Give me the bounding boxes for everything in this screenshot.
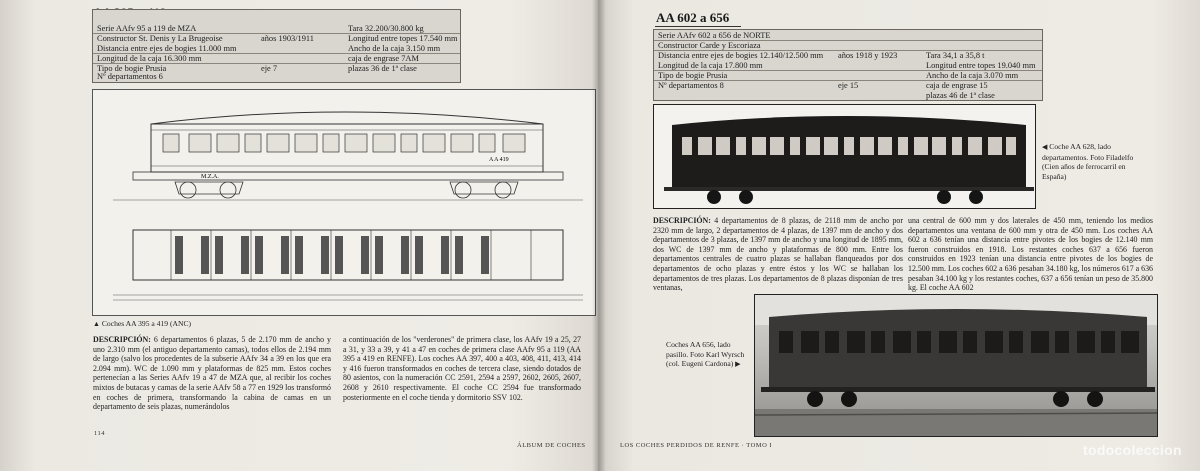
title-underline (655, 26, 741, 27)
photo-aa628-svg (654, 105, 1035, 208)
drawing-car-label: A A 419 (489, 157, 509, 163)
spec-caja-engrase: caja de engrase 15 (926, 81, 988, 90)
spec-anos: años 1903/1911 (261, 34, 314, 43)
spec-divider (93, 53, 460, 54)
photo2-caption-text: Coches AA 656, lado pasillo. Foto Karl Wyrsch (col. Eugeni Cardona) (666, 340, 745, 368)
spec-tipo-bogie: Tipo de bogie Prusia (97, 64, 167, 73)
photo1-caption (1042, 142, 1142, 181)
spec-divider (93, 63, 460, 64)
spec-constructor: Constructor St. Denis y La Brugeoise (97, 34, 223, 43)
book-spine-shadow (592, 0, 606, 471)
watermark-logo: todocoleccion (1083, 442, 1182, 458)
spec-tara: Tara 32.200/30.800 kg (348, 24, 424, 33)
spec-eje: eje 7 (261, 64, 278, 73)
photo-aa656-svg (755, 295, 1157, 436)
spec-serie: Serie AAfv 95 a 119 de MZA (97, 24, 197, 33)
right-page (598, 0, 1200, 471)
photo1-caption-text: Coche AA 628, lado departamentos. Foto Filadelfo (Cien años de ferrocarril en España) (1042, 142, 1134, 181)
spec-ancho: Ancho de la caja 3.150 mm (348, 44, 441, 53)
spec-departamentos: Nº departamentos 8 (658, 81, 724, 90)
left-page (0, 0, 598, 471)
running-footer: ÁLBUM DE COCHES (517, 442, 586, 449)
drawing-caption-text: Coches AA 395 a 419 (ANC) (101, 319, 192, 328)
spec-serie: Serie AAfv 602 a 656 de NORTE (658, 31, 771, 40)
spec-divider (654, 40, 1042, 41)
description-left-col2: a continuación de los "verderones" de primera clase, los AAfv 19 a 25, 27 a 31, y 33 a 39, y 41 a 47 en coches de primera clase AAfv 95 a 119 (AA 395 a 419 en RENFE). Los coches AA 397, 400 a 403, 408, 411, 413, 414 y 416 fueron transformados en coches de tercera clase, siendo dotados de 80 asientos, con la numeración CC 2591, 2594 a 2597, 2602, 2605, 2607, 2608 y 2610 respectivamente. El coche CC 2594 fue transformado posteriormente en el coche tienda y dormitorio SSV 102. (343, 335, 581, 402)
caption-arrow-icon: ▲ (93, 320, 100, 328)
description-right-col1 (653, 216, 903, 293)
description-text: 4 departamentos de 8 plazas, de 2118 mm de ancho por 2320 mm de largo, 2 departamentos de 4 plazas, de 1397 mm de ancho y dos departamentos de 3 plazas, de 1397 mm de ancho y una longitud de 1895 mm, dos WC de 1397 mm de ancho y plataformas de 800 mm. Entre los departamentos centrales de cuatro plazas se hallaban flanqueados por dos departamentos de ocho plazas y entre éstos y los WC se hallaban los departamentos de tres plazas. Los departamentos de 8 plazas disponían de tres ventanas, (653, 216, 903, 293)
spec-plazas: plazas 36 de 1ª clase (348, 64, 417, 73)
spec-caja-engrase: caja de engrase 7AM (348, 54, 419, 63)
spec-longitud-topes: Longitud entre topes 19.040 mm (926, 61, 1036, 70)
description-left-col1 (93, 335, 331, 412)
description-right-col2: una central de 600 mm y dos laterales de 450 mm, teniendo los medios departamentos una ventana de 600 mm y otra de 450 mm. Los coches AA 602 a 636 tenían una distancia entre pivotes de los bogies de 12.140 mm fueron construidos en 1918. Los restantes coches 637 a 656 fueron construidos en 1923 tenían una distancia entre pivotes de los bogies de 12.500 mm. Los coches 602 a 636 pesaban 34.180 kg, los números 617 a 636 pesaban 34.100 kg y los restantes coches, 637 a 656 tenían un peso de 35.800 kg. El coche AA 602 (908, 216, 1153, 293)
spec-plazas: plazas 46 de 1ª clase (926, 91, 995, 100)
spec-ancho: Ancho de la caja 3.070 mm (926, 71, 1019, 80)
spec-longitud-caja: Longitud de la caja 16.300 mm (97, 54, 202, 63)
photo-aa628 (653, 104, 1036, 209)
spec-distancia: Distancia entre ejes de bogies 12.140/12.500 mm (658, 51, 824, 60)
page-number: 114 (94, 430, 106, 437)
spec-anos: años 1918 y 1923 (838, 51, 898, 60)
description-heading: DESCRIPCIÓN: (653, 216, 711, 225)
description-heading: DESCRIPCIÓN: (93, 335, 151, 344)
caption-arrow-icon: ▶ (735, 360, 741, 368)
description-text: 6 departamentos 6 plazas, 5 de 2.170 mm de ancho y uno 2.310 mm (el antiguo departamento camas), todos ellos de 2.194 mm de largo (salvo los procedentes de la subserie AAfv 34 a 39 en los que era 2.094 mm). WC de 1.090 mm y plataformas de 825 mm. Estos coches pertenecían a las Series AAfv 19 a 47 de MZA que, al recibir los coches mixtos de butacas y camas de la serie AAfv 58 a 77 en 1929 los transformó en coches de primera, transformando la cabina de camas en un departamento de seis plazas, numerándolos (93, 335, 331, 412)
spec-divider (654, 70, 1042, 71)
spec-tara: Tara 34,1 a 35,8 t (926, 51, 985, 60)
spec-divider (654, 50, 1042, 51)
spec-constructor: Constructor Carde y Escoriaza (658, 41, 761, 50)
running-footer: LOS COCHES PERDIDOS DE RENFE · TOMO I (620, 442, 773, 449)
spec-eje: eje 15 (838, 81, 859, 90)
caption-arrow-icon: ◀ (1042, 143, 1048, 151)
spec-divider (654, 80, 1042, 81)
spec-longitud-caja: Longitud de la caja 17.800 mm (658, 61, 763, 70)
spec-departamentos: Nº departamentos 6 (97, 72, 163, 81)
spec-longitud-topes: Longitud entre topes 17.540 mm (348, 34, 458, 43)
spec-distancia: Distancia entre ejes de bogies 11.000 mm (97, 44, 237, 53)
car-elevation-svg (93, 90, 595, 315)
drawing-caption (93, 319, 191, 330)
technical-drawing (92, 89, 596, 316)
photo-aa656 (754, 294, 1158, 437)
page-title: AA 602 a 656 (656, 10, 730, 25)
spec-tipo-bogie: Tipo de bogie Prusia (658, 71, 728, 80)
spec-table (92, 9, 461, 83)
photo2-caption (666, 340, 750, 370)
spec-table (653, 29, 1043, 101)
spec-divider (93, 33, 460, 34)
drawing-mza-label: M.Z.A. (201, 174, 219, 180)
